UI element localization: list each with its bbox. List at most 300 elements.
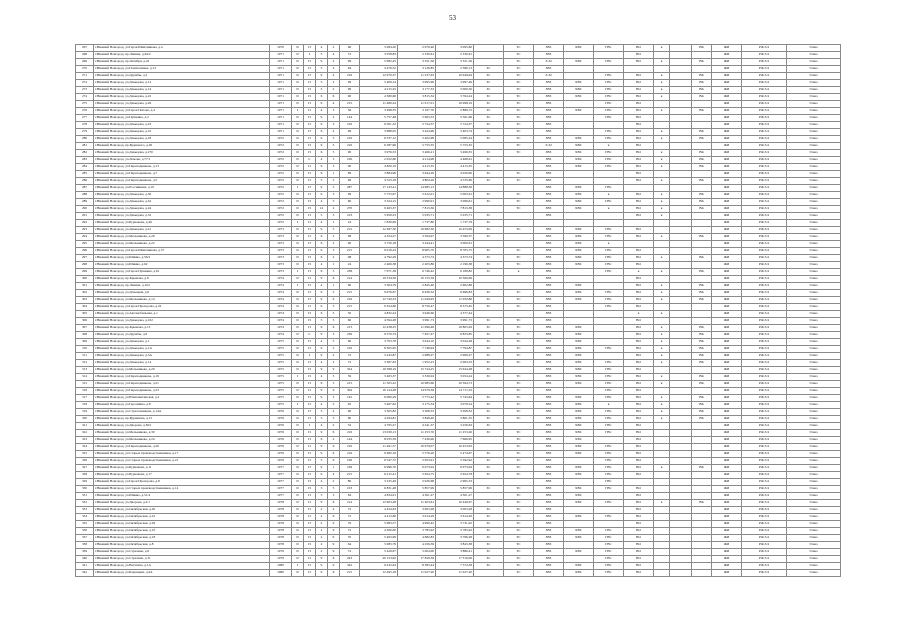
cell-e1: ТС (474, 108, 504, 115)
cell-floors: 9 (316, 556, 328, 563)
cell-year: 1976 (270, 437, 292, 444)
cell-cat: II (292, 549, 304, 556)
cell-entrances: 2 (328, 437, 340, 444)
cell-e4: ХВС (564, 206, 594, 213)
cell-e8 (670, 409, 692, 416)
cell-e3: ЗВЗ (534, 206, 564, 213)
cell-e4: ХВС (564, 157, 594, 164)
cell-type: С (304, 332, 316, 339)
cell-status: Глава (787, 416, 841, 423)
cell-no: 316 (76, 388, 94, 395)
cell-e3: ЗВЗ (534, 227, 564, 234)
cell-e3: ЗВЗ (534, 45, 564, 52)
cell-address: г.Нижний Новгород, ул.Стрелина, д.31 (94, 556, 270, 563)
cell-e5: ГВС (594, 269, 624, 276)
cell-living_area: 11 017,01 (398, 101, 436, 108)
cell-living_area: 6 746,42 (398, 269, 436, 276)
cell-e2: ТС (504, 199, 534, 206)
cell-cat: II (292, 101, 304, 108)
table-row (76, 514, 841, 521)
table-row (76, 374, 841, 381)
cell-entrances: 4 (328, 472, 340, 479)
cell-e10: ЖИ (712, 458, 742, 465)
cell-e6: ВО (624, 563, 654, 570)
cell-e9: ВК (692, 283, 712, 290)
cell-e9: ВК (692, 157, 712, 164)
cell-address: г.Нижний Новгород, ул.Героя Прохорова, д.22 (94, 304, 270, 311)
cell-status: Глава (787, 45, 841, 52)
cell-e8 (670, 45, 692, 52)
cell-entrances: 2 (328, 360, 340, 367)
cell-code: РФ-3/4 (742, 563, 787, 570)
cell-living_area: 4 804,26 (398, 178, 436, 185)
cell-e2: ТС (504, 514, 534, 521)
cell-e5: ГВС (594, 479, 624, 486)
cell-cat: II (292, 136, 304, 143)
cell-total_area: 3 467,62 (360, 402, 398, 409)
cell-other_area: 7 574,58 (436, 563, 474, 570)
cell-living_area: 8 750,47 (398, 304, 436, 311)
cell-e3: ЗВЗ (534, 262, 564, 269)
cell-entrances: 5 (328, 304, 340, 311)
cell-living_area: 3 424,96 (398, 129, 436, 136)
cell-cat: II (292, 122, 304, 129)
cell-e5: ГВС (594, 59, 624, 66)
cell-type: П (304, 66, 316, 73)
cell-floors: 6 (316, 150, 328, 157)
cell-e1 (474, 311, 504, 318)
cell-living_area: 3 995,96 (398, 80, 436, 87)
cell-e5: ГВС (594, 199, 624, 206)
cell-e5: ГВС (594, 129, 624, 136)
cell-status: Глава (787, 570, 841, 577)
cell-type: П (304, 374, 316, 381)
cell-entrances: 9 (328, 388, 340, 395)
cell-e4: ХВС (564, 346, 594, 353)
cell-year: 1976 (270, 409, 292, 416)
cell-floors: 5 (316, 178, 328, 185)
cell-cat: II (292, 290, 304, 297)
cell-e9: ВК (692, 409, 712, 416)
cell-e5: ГВС (594, 465, 624, 472)
cell-e1: ЗС (474, 248, 504, 255)
table-row (76, 500, 841, 507)
cell-e8 (670, 101, 692, 108)
cell-e5 (594, 122, 624, 129)
cell-type: П (304, 381, 316, 388)
table-row (76, 115, 841, 122)
cell-type: П (304, 311, 316, 318)
cell-cat: I (292, 563, 304, 570)
cell-address: г.Нижний Новгород, ул.Давыдова, д.32 (94, 213, 270, 220)
cell-year: 1977 (270, 472, 292, 479)
table-row (76, 507, 841, 514)
cell-other_area: 3 403,74 (436, 129, 474, 136)
cell-year: 1972 (270, 164, 292, 171)
cell-floors: 2 (316, 507, 328, 514)
table-row (76, 388, 841, 395)
cell-floors: 9 (316, 185, 328, 192)
cell-e10: ЖИ (712, 430, 742, 437)
cell-floors: 5 (316, 458, 328, 465)
cell-total_area: 5 753,97 (360, 192, 398, 199)
cell-code: РФ-3/4 (742, 185, 787, 192)
cell-other_area: 4 373,74 (436, 255, 474, 262)
cell-e9 (692, 311, 712, 318)
cell-address: г.Нижний Новгород, ул.Героя Прохорова, д.8 (94, 479, 270, 486)
cell-cat: II (292, 458, 304, 465)
cell-address: г.Нижний Новгород, ул.Давыдова, д.26 (94, 101, 270, 108)
cell-e8 (670, 430, 692, 437)
cell-code: РФ-3/4 (742, 143, 787, 150)
cell-living_area: 3 175,34 (398, 402, 436, 409)
cell-e6: ВО (624, 395, 654, 402)
cell-e8 (670, 458, 692, 465)
cell-cat: II (292, 479, 304, 486)
cell-total_area: 3 324,15 (360, 199, 398, 206)
cell-code: РФ-3/4 (742, 381, 787, 388)
cell-floors: 9 (316, 290, 328, 297)
cell-e7 (654, 318, 670, 325)
cell-e3: ЗВЗ (534, 129, 564, 136)
cell-address: г.Нижний Новгород, ул.Пушкина, д.2 (94, 115, 270, 122)
cell-e10: ЖИ (712, 185, 742, 192)
cell-e1: ЗС (474, 297, 504, 304)
cell-other_area: 8 705,75 (436, 248, 474, 255)
cell-e5: в (594, 143, 624, 150)
cell-e1: ЗС (474, 367, 504, 374)
cell-e1: ЗС (474, 360, 504, 367)
cell-status: Глава (787, 521, 841, 528)
cell-e2: ТС (504, 325, 534, 332)
cell-e1 (474, 437, 504, 444)
cell-total_area: 3 243,87 (360, 353, 398, 360)
cell-code: РФ-3/4 (742, 73, 787, 80)
cell-total_area: 5 463,99 (360, 535, 398, 542)
cell-e2 (504, 283, 534, 290)
cell-entrances: 4 (328, 129, 340, 136)
cell-total_area: 6 996,70 (360, 465, 398, 472)
cell-e4 (564, 220, 594, 227)
cell-e4: ХВС (564, 367, 594, 374)
cell-floors: 9 (316, 73, 328, 80)
cell-total_area: 12 497,50 (360, 227, 398, 234)
cell-type: П (304, 416, 316, 423)
cell-living_area: 10 982,30 (398, 227, 436, 234)
cell-total_area: 11 480,24 (360, 101, 398, 108)
cell-total_area: 6 547,72 (360, 458, 398, 465)
cell-e5: в (594, 192, 624, 199)
cell-flats: 60 (340, 416, 360, 423)
table-row (76, 59, 841, 66)
cell-e1: ЗС (474, 192, 504, 199)
cell-e8 (670, 353, 692, 360)
cell-e7 (654, 262, 670, 269)
cell-e7: в (654, 374, 670, 381)
cell-e10: ЖИ (712, 318, 742, 325)
cell-address: г.Нижний Новгород, ул.Политехника, д.13 (94, 66, 270, 73)
cell-e8 (670, 486, 692, 493)
cell-e6: ВО (624, 87, 654, 94)
cell-status: Глава (787, 94, 841, 101)
cell-cat: II (292, 262, 304, 269)
table-row (76, 157, 841, 164)
cell-e5: в (594, 206, 624, 213)
cell-address: г.Нижний Новгород, ул.Старых производственников, д.21 (94, 458, 270, 465)
cell-code: РФ-3/4 (742, 374, 787, 381)
table-row (76, 521, 841, 528)
cell-e3: ЗВЗ (534, 108, 564, 115)
cell-living_area: 5 035,71 (398, 213, 436, 220)
cell-floors: 2 (316, 521, 328, 528)
cell-e4: ХВС (564, 255, 594, 262)
cell-year: 1971 (270, 122, 292, 129)
cell-floors: 2 (316, 528, 328, 535)
cell-floors: 9 (316, 304, 328, 311)
cell-status: Глава (787, 318, 841, 325)
cell-e2: ТС (504, 563, 534, 570)
cell-e4: ХВС (564, 563, 594, 570)
cell-e9: ВК (692, 150, 712, 157)
cell-floors: 9 (316, 101, 328, 108)
cell-e4: ХВС (564, 430, 594, 437)
cell-type: П (304, 451, 316, 458)
cell-e1: ЗС (474, 129, 504, 136)
cell-status: Глава (787, 437, 841, 444)
cell-address: г.Нижний Новгород, ул.Октябрьская, д.18 (94, 535, 270, 542)
cell-e5: ГВС (594, 486, 624, 493)
cell-e8 (670, 549, 692, 556)
cell-e5: ГВС (594, 514, 624, 521)
cell-e6: ВО (624, 171, 654, 178)
cell-e6: ВО (624, 248, 654, 255)
cell-e5: ГВС (594, 444, 624, 451)
cell-flats: 169 (340, 465, 360, 472)
cell-e7: в (654, 255, 670, 262)
cell-e4: ХВС (564, 94, 594, 101)
cell-entrances: 5 (328, 269, 340, 276)
cell-status: Глава (787, 87, 841, 94)
cell-e10: ЖИ (712, 136, 742, 143)
cell-code: РФ-3/4 (742, 101, 787, 108)
cell-e6: ВО (624, 367, 654, 374)
cell-e6: ВО (624, 528, 654, 535)
cell-e4: ХВС (564, 108, 594, 115)
cell-living_area: 11 253,70 (398, 430, 436, 437)
page-number: 53 (449, 14, 456, 22)
cell-e5: ГВС (594, 374, 624, 381)
cell-e8 (670, 521, 692, 528)
cell-year: 1978 (270, 535, 292, 542)
cell-e1: ЗС (474, 451, 504, 458)
cell-address: г.Нижний Новгород, пр.Бурнакова, д.15 (94, 416, 270, 423)
cell-e4: ХВС (564, 332, 594, 339)
cell-e5 (594, 52, 624, 59)
cell-year: 1973 (270, 262, 292, 269)
cell-e2: ТС (504, 535, 534, 542)
cell-no: 280 (76, 136, 94, 143)
cell-other_area: 10 360,69 (436, 276, 474, 283)
cell-e10: ЖИ (712, 402, 742, 409)
cell-floors: 5 (316, 66, 328, 73)
cell-e9: ВК (692, 374, 712, 381)
cell-total_area: 3 988,05 (360, 129, 398, 136)
cell-flats: 98 (340, 255, 360, 262)
cell-e4: ХВС (564, 227, 594, 234)
housing-register-sheet (75, 44, 830, 577)
cell-e7 (654, 388, 670, 395)
cell-year: 1975 (270, 360, 292, 367)
cell-e5: ГВС (594, 80, 624, 87)
cell-e7: в (654, 206, 670, 213)
cell-e10: ЖИ (712, 465, 742, 472)
cell-other_area: 10 998,19 (436, 101, 474, 108)
cell-other_area: 3 796,28 (436, 535, 474, 542)
cell-living_area: 4 413,35 (398, 164, 436, 171)
cell-entrances: 2 (328, 87, 340, 94)
cell-e4: ХВС (564, 234, 594, 241)
table-row (76, 423, 841, 430)
cell-no: 292 (76, 220, 94, 227)
cell-e2: ТС (504, 339, 534, 346)
cell-e1: ЗС (474, 157, 504, 164)
cell-flats: 98 (340, 234, 360, 241)
cell-e8 (670, 472, 692, 479)
cell-entrances: 6 (328, 500, 340, 507)
cell-e6: ВО (624, 290, 654, 297)
cell-address: г.Нижний Новгород, ул.Автомобильная, д.1 (94, 311, 270, 318)
cell-e2: ТС (504, 87, 534, 94)
cell-e1: ЗС (474, 318, 504, 325)
cell-flats: 215 (340, 381, 360, 388)
cell-e1: ЗС (474, 227, 504, 234)
cell-no: 277 (76, 115, 94, 122)
cell-e3: ЗВЗ (534, 423, 564, 430)
cell-other_area: 5 743,64 (436, 395, 474, 402)
cell-living_area: 3 167,70 (398, 108, 436, 115)
cell-e8 (670, 297, 692, 304)
cell-flats: 144 (340, 115, 360, 122)
cell-e5: ГВС (594, 409, 624, 416)
cell-e6: ВО (624, 444, 654, 451)
cell-type: П (304, 283, 316, 290)
cell-e1 (474, 479, 504, 486)
cell-e4: ХВС (564, 402, 594, 409)
cell-e6: ВО (624, 73, 654, 80)
cell-code: РФ-3/4 (742, 45, 787, 52)
cell-e9: ВК (692, 290, 712, 297)
cell-total_area: 17 143,41 (360, 185, 398, 192)
cell-entrances: 6 (328, 276, 340, 283)
cell-address: г.Нижний Новгород, ул.Октябрьская, д.20 (94, 507, 270, 514)
cell-total_area: 3 284,20 (360, 45, 398, 52)
cell-flats: 72 (340, 360, 360, 367)
cell-no: 297 (76, 255, 94, 262)
cell-e8 (670, 500, 692, 507)
cell-no: 341 (76, 563, 94, 570)
cell-e2: ТС (504, 521, 534, 528)
table-row (76, 430, 841, 437)
cell-e4: ХВС (564, 374, 594, 381)
cell-no: 296 (76, 248, 94, 255)
cell-e7: в (654, 108, 670, 115)
cell-e9 (692, 570, 712, 577)
cell-e7: в (654, 129, 670, 136)
cell-e10: ЖИ (712, 451, 742, 458)
table-row (76, 283, 841, 290)
cell-e1 (474, 444, 504, 451)
table-row (76, 227, 841, 234)
cell-no: 315 (76, 381, 94, 388)
cell-e4: ХВС (564, 248, 594, 255)
cell-e3: ЗВЗ (534, 157, 564, 164)
cell-other_area: 5 063,61 (436, 192, 474, 199)
cell-e4: ХВС (564, 549, 594, 556)
cell-e10: ЖИ (712, 479, 742, 486)
cell-address: г.Нижний Новгород, ул.Бурнакова, д.46 (94, 220, 270, 227)
cell-cat: II (292, 556, 304, 563)
cell-e2: ТС (504, 465, 534, 472)
cell-flats: 72 (340, 514, 360, 521)
cell-cat: II (292, 80, 304, 87)
cell-entrances: 5 (328, 199, 340, 206)
cell-e2 (504, 311, 534, 318)
cell-e9 (692, 444, 712, 451)
cell-living_area: 8 905,70 (398, 248, 436, 255)
cell-total_area: 6 060,29 (360, 395, 398, 402)
cell-e3: ЗВЗ (534, 185, 564, 192)
cell-no: 318 (76, 402, 94, 409)
cell-flats: 103 (340, 213, 360, 220)
cell-other_area: 6 189,82 (436, 269, 474, 276)
cell-e2: ТС (504, 346, 534, 353)
cell-e1: ЗС (474, 325, 504, 332)
cell-e9: ВК (692, 325, 712, 332)
cell-e1: ЗС (474, 402, 504, 409)
cell-address: г.Нижний Новгород, ул.Давыдова, д.1А (94, 346, 270, 353)
cell-e8 (670, 381, 692, 388)
cell-e9: ВК (692, 465, 712, 472)
cell-e2: ТС (504, 430, 534, 437)
cell-total_area: 5 082,45 (360, 59, 398, 66)
cell-address: г.Нижний Новгород, ул.Героя Попова, д.4 (94, 108, 270, 115)
cell-year: 1972 (270, 157, 292, 164)
cell-e9 (692, 556, 712, 563)
cell-entrances: 4 (328, 409, 340, 416)
cell-total_area: 4 454,63 (360, 507, 398, 514)
cell-type: П (304, 486, 316, 493)
cell-e9: ВК (692, 206, 712, 213)
cell-other_area: 6 073,04 (436, 465, 474, 472)
cell-type: П (304, 395, 316, 402)
cell-address: г.Нижний Новгород, ул.Октябрьская, д.10 (94, 528, 270, 535)
cell-year: 1977 (270, 465, 292, 472)
cell-type: П (304, 465, 316, 472)
cell-e3: ЗВЗ (534, 458, 564, 465)
cell-e3: ЗВЗ (534, 66, 564, 73)
cell-status: Глава (787, 150, 841, 157)
cell-e9 (692, 514, 712, 521)
housing-register-table (75, 44, 841, 577)
cell-type: П (304, 493, 316, 500)
cell-e7: в (654, 325, 670, 332)
cell-e10: ЖИ (712, 255, 742, 262)
cell-e8 (670, 563, 692, 570)
cell-e2 (504, 185, 534, 192)
cell-living_area: 3 330,04 (398, 374, 436, 381)
cell-e6: ВО (624, 80, 654, 87)
cell-e4: ХВС (564, 360, 594, 367)
